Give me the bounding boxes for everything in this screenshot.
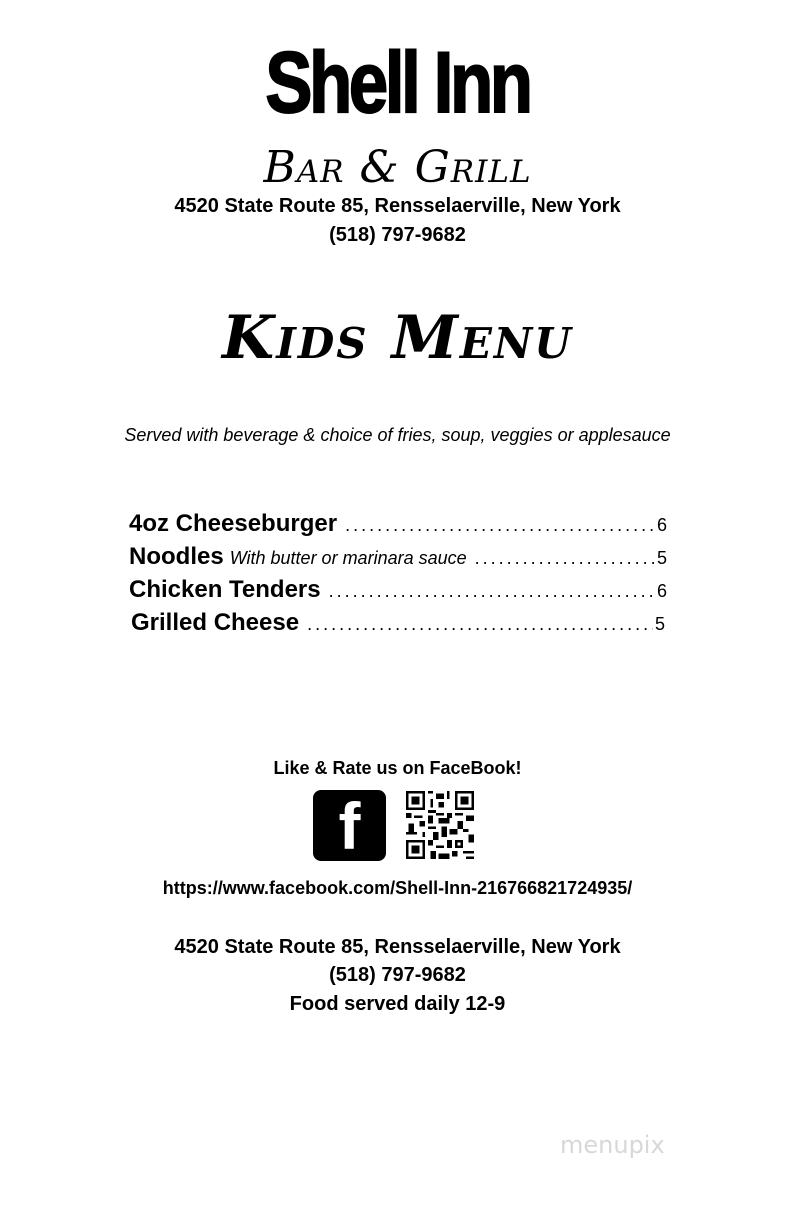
header-phone: (518) 797-9682 (329, 224, 466, 246)
menu-item-price: 5 (654, 614, 665, 634)
menu-item (129, 510, 667, 538)
menu-item-leader (475, 548, 655, 569)
menu-item-leader (329, 581, 655, 602)
restaurant-subtitle: Bar & Grill (263, 142, 532, 193)
menu-item-price: 5 (656, 548, 667, 568)
menu-item-name: Noodles (129, 543, 224, 570)
menu-item-name: Grilled Cheese (131, 609, 300, 636)
menu-heading: Kids Menu (222, 303, 573, 373)
header-address: 4520 State Route 85, Rensselaerville, New York (174, 195, 621, 217)
facebook-prompt: Like & Rate us on FaceBook! (273, 758, 522, 778)
footer-phone: (518) 797-9682 (329, 964, 466, 986)
facebook-url[interactable]: https://www.facebook.com/Shell-Inn-216766821724935/ (162, 878, 633, 898)
menu-item-price: 6 (656, 515, 667, 535)
food-hours: Food served daily 12-9 (289, 993, 506, 1015)
watermark: menupix (560, 1131, 665, 1159)
footer-address: 4520 State Route 85, Rensselaerville, New York (174, 936, 621, 958)
menu-item (129, 576, 667, 604)
menu-item-leader (307, 614, 653, 635)
menu-item-leader (345, 515, 655, 536)
facebook-icon-letter: f (338, 789, 361, 863)
menu-item-name: 4oz Cheeseburger (129, 510, 338, 537)
menu-item (129, 543, 667, 571)
menu-item-description: With butter or marinara sauce (229, 548, 467, 568)
menu-item-name: Chicken Tenders (129, 576, 321, 603)
served-note: Served with beverage & choice of fries, soup, veggies or applesauce (124, 425, 671, 445)
restaurant-title: Shell Inn (265, 35, 530, 131)
menu-item-price: 6 (656, 581, 667, 601)
menu-item (131, 609, 665, 637)
facebook-icon[interactable] (313, 790, 386, 861)
qr-code-icon[interactable] (406, 791, 474, 859)
